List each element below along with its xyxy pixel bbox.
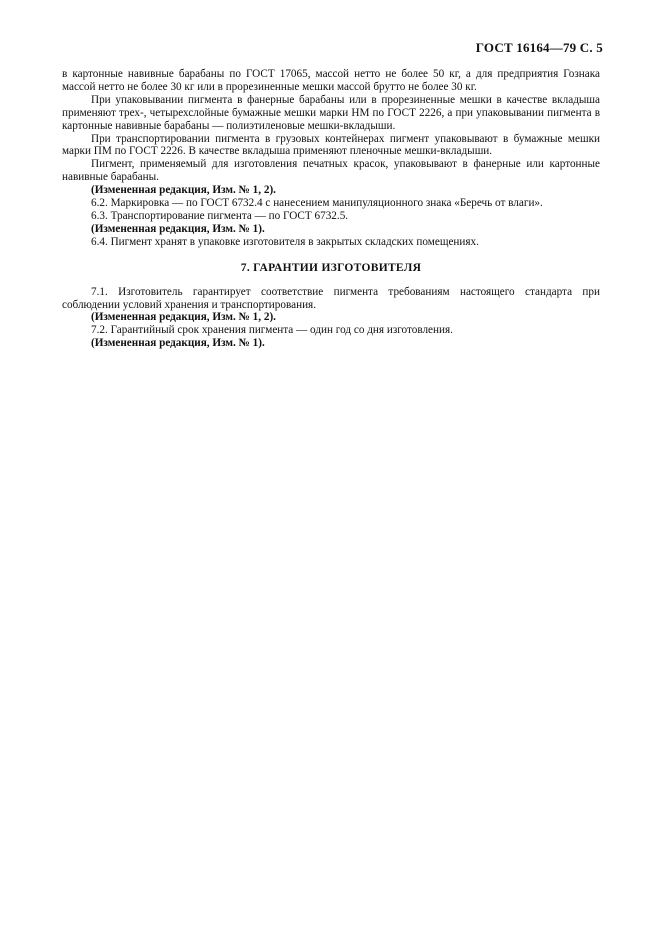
clause-6-3: 6.3. Транспортирование пигмента — по ГОСТ 6732.5. (91, 209, 349, 222)
section-7-heading: 7. ГАРАНТИИ ИЗГОТОВИТЕЛЯ (240, 261, 422, 274)
section-6-continuation (62, 68, 600, 249)
paragraph: При упаковывании пигмента в фанерные барабаны или в прорезиненные мешки в качестве вкладыша применяют трех-, четырехслойные бумажные мешки марки НМ по ГОСТ 2226, а при упаковывании пигмента в картонные навивные барабаны — полиэтиленовые мешки-вкладыши. (62, 93, 600, 132)
amendment-note: (Измененная редакция, Изм. № 1). (91, 222, 265, 235)
clause-6-2: 6.2. Маркировка — по ГОСТ 6732.4 с нанесением манипуляционного знака «Беречь от влаги». (91, 197, 543, 210)
amendment-note: (Измененная редакция, Изм. № 1, 2). (91, 184, 276, 197)
paragraph: в картонные навивные барабаны по ГОСТ 17065, массой нетто не более 50 кг, а для предприятия Гознака массой нетто не более 30 кг или в прорезиненные мешки массой брутто не более 30 кг. (62, 68, 600, 93)
document-body (62, 68, 600, 350)
amendment-note: (Измененная редакция, Изм. № 1). (91, 337, 265, 350)
section-7 (62, 286, 600, 351)
page-header: ГОСТ 16164—79 С. 5 (475, 40, 603, 55)
paragraph: Пигмент, применяемый для изготовления печатных красок, упаковывают в фанерные или картонные навивные барабаны. (62, 158, 600, 184)
clause-6-4: 6.4. Пигмент хранят в упаковке изготовителя в закрытых складских помещениях. (91, 235, 479, 248)
amendment-note: (Измененная редакция, Изм. № 1, 2). (91, 311, 276, 324)
paragraph: При транспортировании пигмента в грузовых контейнерах пигмент упаковывают в бумажные мешки марки ПМ по ГОСТ 2226. В качестве вкладыша применяют пленочные мешки-вкладыши. (62, 132, 600, 158)
clause-7-1: 7.1. Изготовитель гарантирует соответствие пигмента требованиям настоящего стандарта при соблюдении условий хранения и транспортирования. (62, 285, 600, 311)
clause-7-2: 7.2. Гарантийный срок хранения пигмента — один год со дня изготовления. (91, 324, 453, 337)
